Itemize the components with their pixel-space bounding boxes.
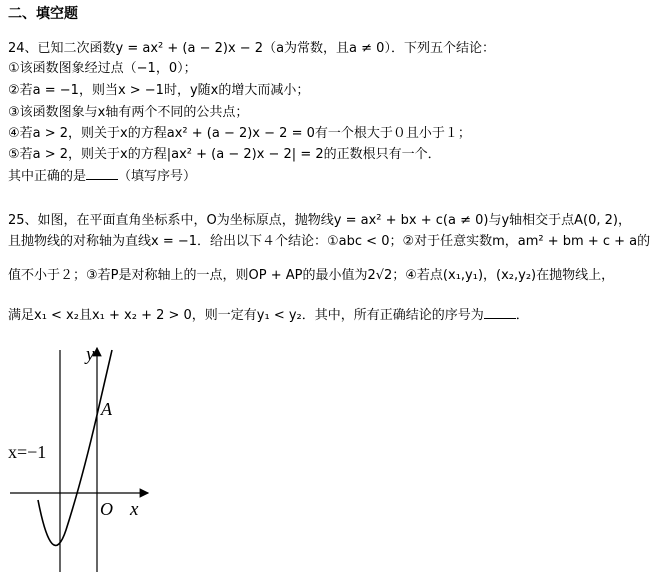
q24-statement-2: ②若a = −1，则当x > −1时，y随x的增大而减小； (8, 83, 310, 98)
parabola-figure (0, 340, 170, 575)
q24-answer-blank[interactable] (86, 167, 118, 180)
q24-prompt-suffix: （填写序号） (118, 169, 197, 184)
point-a-label: A (101, 399, 112, 419)
y-axis-label: y (86, 344, 95, 365)
q24-statement-1: ①该函数图象经过点（−1，0）； (8, 61, 197, 76)
q25-line-4 (8, 306, 529, 325)
q25-answer-blank[interactable] (484, 306, 516, 319)
q24-prompt (8, 167, 196, 186)
q25-line-1: 25、如图，在平面直角坐标系中，O为坐标原点，抛物线y = ax² + bx + c(a ≠ 0)与y轴相交于点A(0, 2)， (8, 213, 631, 228)
q24-prompt-text: 其中正确的是 (8, 169, 87, 184)
q25-line-4-end: ． (515, 308, 529, 323)
q25-line-4-text: 满足x₁ < x₂且x₁ + x₂ + 2 > 0，则一定有y₁ < y₂．其中，所有正确结论的序号为 (8, 308, 484, 323)
q24-statement-5: ⑤若a > 2，则关于x的方程|ax² + (a − 2)x − 2| = 2的正数根只有一个． (8, 147, 441, 162)
x-axis-label: x (130, 499, 139, 520)
q24-statement-4: ④若a > 2，则关于x的方程ax² + (a − 2)x − 2 = 0有一个根大于０且小于１； (8, 126, 471, 141)
symmetry-line-label: x=−1 (8, 442, 47, 462)
q25-line-2: 且抛物线的对称轴为直线x = −1．给出以下４个结论：①abc < 0；②对于任意实数m，am² + bm + c + a的 (8, 234, 651, 249)
q24-stem: 24、已知二次函数y = ax² + (a − 2)x − 2（a为常数，且a ≠ 0）．下列五个结论： (8, 41, 495, 56)
q25-line-3: 值不小于２；③若P是对称轴上的一点，则OP + AP的最小值为2√2；④若点(x₁,y₁)，(x₂,y₂)在抛物线上， (8, 268, 615, 283)
q24-statement-3: ③该函数图象与x轴有两个不同的公共点； (8, 105, 249, 120)
origin-label: O (100, 499, 113, 519)
section-title: 二、填空题 (8, 6, 78, 22)
